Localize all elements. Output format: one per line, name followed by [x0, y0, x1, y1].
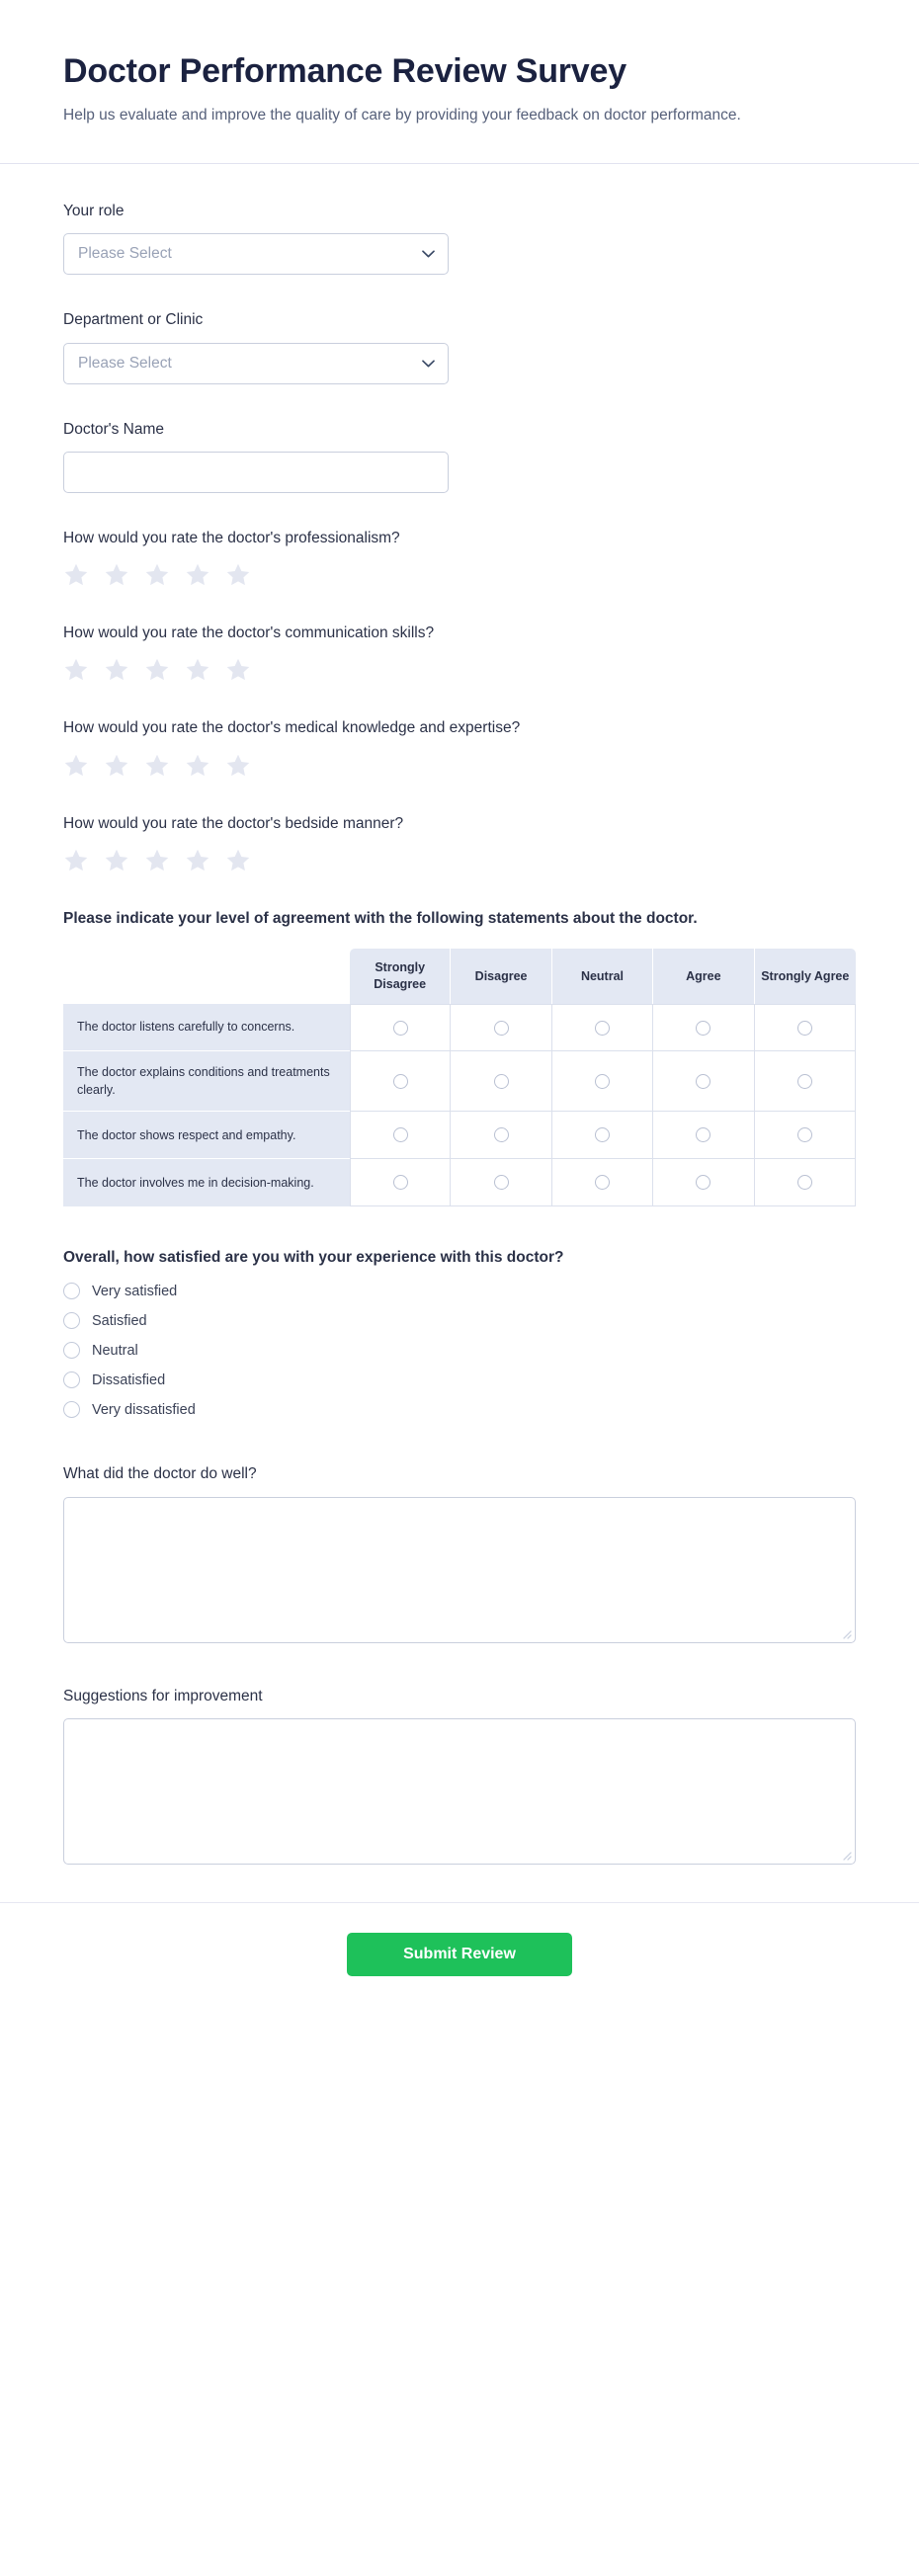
field-what-went-well — [63, 1462, 856, 1642]
field-rating-bedside-manner — [63, 812, 856, 873]
matrix-column-header-disagree: Disagree — [451, 949, 551, 1004]
select-department-placeholder: Please Select — [78, 354, 172, 372]
field-rating-professionalism — [63, 527, 856, 588]
radio-icon[interactable] — [595, 1127, 610, 1142]
star-icon-4[interactable] — [185, 657, 210, 683]
chevron-down-icon — [422, 360, 435, 368]
select-your-role[interactable] — [63, 233, 449, 275]
radio-icon[interactable] — [797, 1074, 812, 1089]
star-icon-2[interactable] — [104, 848, 129, 873]
radio-icon[interactable] — [696, 1127, 710, 1142]
matrix-cell-respect-disagree[interactable] — [451, 1112, 551, 1159]
matrix-row-label-decision-making: The doctor involves me in decision-making. — [63, 1159, 350, 1206]
star-rating-bedside-manner[interactable] — [63, 846, 856, 873]
submit-review-button[interactable]: Submit Review — [347, 1933, 572, 1976]
radio-option-very-dissatisfied[interactable] — [63, 1398, 856, 1421]
star-icon-1[interactable] — [63, 753, 89, 779]
radio-icon[interactable] — [494, 1127, 509, 1142]
radio-icon[interactable] — [393, 1175, 408, 1190]
field-your-role — [63, 200, 856, 275]
label-agreement-matrix: Please indicate your level of agreement with the following statements about the doctor. — [63, 909, 698, 927]
field-doctors-name — [63, 418, 856, 493]
radio-option-dissatisfied[interactable] — [63, 1369, 856, 1391]
star-icon-4[interactable] — [185, 753, 210, 779]
field-overall-satisfaction — [63, 1246, 856, 1421]
chevron-down-icon — [422, 250, 435, 258]
satisfaction-radio-group[interactable] — [63, 1280, 856, 1421]
label-overall-satisfaction: Overall, how satisfied are you with your experience with this doctor? — [63, 1249, 564, 1267]
star-icon-1[interactable] — [63, 562, 89, 588]
star-icon-5[interactable] — [225, 562, 251, 588]
matrix-cell-decision-agree[interactable] — [653, 1159, 754, 1206]
star-icon-4[interactable] — [185, 562, 210, 588]
matrix-cell-explains-strongly-disagree[interactable] — [350, 1051, 451, 1112]
radio-icon[interactable] — [696, 1175, 710, 1190]
label-what-went-well: What did the doctor do well? — [63, 1465, 257, 1483]
matrix-cell-respect-strongly-disagree[interactable] — [350, 1112, 451, 1159]
radio-icon[interactable] — [63, 1371, 80, 1388]
radio-icon[interactable] — [63, 1401, 80, 1418]
radio-icon[interactable] — [494, 1021, 509, 1036]
star-icon-5[interactable] — [225, 753, 251, 779]
resize-handle-icon[interactable] — [840, 1627, 852, 1639]
matrix-cell-explains-disagree[interactable] — [451, 1051, 551, 1112]
matrix-cell-listens-neutral[interactable] — [552, 1004, 653, 1051]
radio-icon[interactable] — [797, 1021, 812, 1036]
matrix-row-label-listens: The doctor listens carefully to concerns. — [63, 1004, 350, 1051]
matrix-cell-respect-neutral[interactable] — [552, 1112, 653, 1159]
star-icon-3[interactable] — [144, 848, 170, 873]
matrix-cell-decision-strongly-disagree[interactable] — [350, 1159, 451, 1206]
radio-option-label: Neutral — [92, 1342, 138, 1359]
field-agreement-matrix — [63, 907, 856, 1206]
doctors-name-input[interactable] — [63, 452, 449, 493]
matrix-row — [63, 1051, 856, 1112]
radio-icon[interactable] — [797, 1175, 812, 1190]
matrix-cell-decision-strongly-agree[interactable] — [755, 1159, 856, 1206]
star-icon-1[interactable] — [63, 848, 89, 873]
matrix-cell-respect-agree[interactable] — [653, 1112, 754, 1159]
radio-icon[interactable] — [63, 1283, 80, 1299]
form-footer — [0, 1903, 919, 2020]
star-icon-3[interactable] — [144, 753, 170, 779]
suggestions-textarea-wrapper[interactable] — [63, 1718, 856, 1865]
label-rating-medical-knowledge: How would you rate the doctor's medical knowledge and expertise? — [63, 719, 521, 737]
radio-icon[interactable] — [63, 1312, 80, 1329]
matrix-row — [63, 1004, 856, 1051]
star-icon-5[interactable] — [225, 848, 251, 873]
matrix-header-row — [63, 949, 856, 1004]
matrix-column-header-neutral: Neutral — [552, 949, 653, 1004]
label-rating-communication: How would you rate the doctor's communication skills? — [63, 624, 435, 642]
form-header — [0, 0, 919, 163]
radio-option-label: Very dissatisfied — [92, 1401, 196, 1418]
field-suggestions — [63, 1685, 856, 1865]
radio-icon[interactable] — [393, 1074, 408, 1089]
star-rating-communication[interactable] — [63, 655, 856, 683]
label-your-role: Your role — [63, 203, 125, 220]
matrix-cell-decision-neutral[interactable] — [552, 1159, 653, 1206]
matrix-row-label-respect: The doctor shows respect and empathy. — [63, 1112, 350, 1159]
radio-option-label: Satisfied — [92, 1312, 147, 1329]
form-body — [0, 164, 919, 1865]
radio-icon[interactable] — [797, 1127, 812, 1142]
resize-handle-icon[interactable] — [840, 1849, 852, 1861]
radio-icon[interactable] — [494, 1074, 509, 1089]
star-rating-professionalism[interactable] — [63, 560, 856, 588]
radio-icon[interactable] — [393, 1127, 408, 1142]
matrix-corner-cell — [63, 949, 350, 1004]
radio-icon[interactable] — [393, 1021, 408, 1036]
radio-icon[interactable] — [595, 1021, 610, 1036]
matrix-cell-decision-disagree[interactable] — [451, 1159, 551, 1206]
select-your-role-placeholder: Please Select — [78, 245, 172, 263]
matrix-cell-explains-neutral[interactable] — [552, 1051, 653, 1112]
label-rating-bedside-manner: How would you rate the doctor's bedside manner? — [63, 814, 404, 832]
what-went-well-textarea-wrapper[interactable] — [63, 1497, 856, 1643]
field-rating-medical-knowledge — [63, 716, 856, 778]
radio-option-label: Dissatisfied — [92, 1371, 166, 1388]
select-department-or-clinic[interactable] — [63, 343, 449, 384]
star-icon-3[interactable] — [144, 657, 170, 683]
label-suggestions: Suggestions for improvement — [63, 1687, 263, 1704]
label-department-or-clinic: Department or Clinic — [63, 311, 204, 329]
suggestions-textarea[interactable] — [64, 1719, 855, 1864]
what-went-well-textarea[interactable] — [64, 1498, 855, 1642]
matrix-cell-explains-agree[interactable] — [653, 1051, 754, 1112]
matrix-column-header-agree: Agree — [653, 949, 754, 1004]
matrix-column-header-strongly-disagree: Strongly Disagree — [350, 949, 451, 1004]
matrix-row — [63, 1159, 856, 1206]
page-title: Doctor Performance Review Survey — [63, 52, 627, 90]
star-icon-2[interactable] — [104, 753, 129, 779]
matrix-cell-explains-strongly-agree[interactable] — [755, 1051, 856, 1112]
radio-icon[interactable] — [696, 1074, 710, 1089]
page-description: Help us evaluate and improve the quality of care by providing your feedback on doctor performance. — [63, 107, 741, 125]
radio-icon[interactable] — [494, 1175, 509, 1190]
radio-option-neutral[interactable] — [63, 1339, 856, 1362]
star-icon-1[interactable] — [63, 657, 89, 683]
matrix-row-label-explains: The doctor explains conditions and treatments clearly. — [63, 1051, 350, 1112]
field-rating-communication — [63, 622, 856, 683]
star-icon-5[interactable] — [225, 657, 251, 683]
star-icon-4[interactable] — [185, 848, 210, 873]
matrix-cell-listens-strongly-disagree[interactable] — [350, 1004, 451, 1051]
radio-icon[interactable] — [595, 1074, 610, 1089]
radio-icon[interactable] — [696, 1021, 710, 1036]
agreement-matrix-table — [63, 949, 856, 1206]
star-icon-2[interactable] — [104, 562, 129, 588]
radio-icon[interactable] — [63, 1342, 80, 1359]
radio-option-very-satisfied[interactable] — [63, 1280, 856, 1302]
matrix-column-header-strongly-agree: Strongly Agree — [755, 949, 856, 1004]
label-doctors-name: Doctor's Name — [63, 420, 165, 438]
matrix-cell-respect-strongly-agree[interactable] — [755, 1112, 856, 1159]
matrix-cell-listens-disagree[interactable] — [451, 1004, 551, 1051]
radio-option-label: Very satisfied — [92, 1283, 178, 1299]
matrix-row — [63, 1112, 856, 1159]
radio-option-satisfied[interactable] — [63, 1309, 856, 1332]
star-icon-2[interactable] — [104, 657, 129, 683]
matrix-cell-listens-agree[interactable] — [653, 1004, 754, 1051]
label-rating-professionalism: How would you rate the doctor's professionalism? — [63, 529, 400, 546]
star-icon-3[interactable] — [144, 562, 170, 588]
radio-icon[interactable] — [595, 1175, 610, 1190]
matrix-cell-listens-strongly-agree[interactable] — [755, 1004, 856, 1051]
field-department-or-clinic — [63, 308, 856, 383]
star-rating-medical-knowledge[interactable] — [63, 751, 856, 779]
